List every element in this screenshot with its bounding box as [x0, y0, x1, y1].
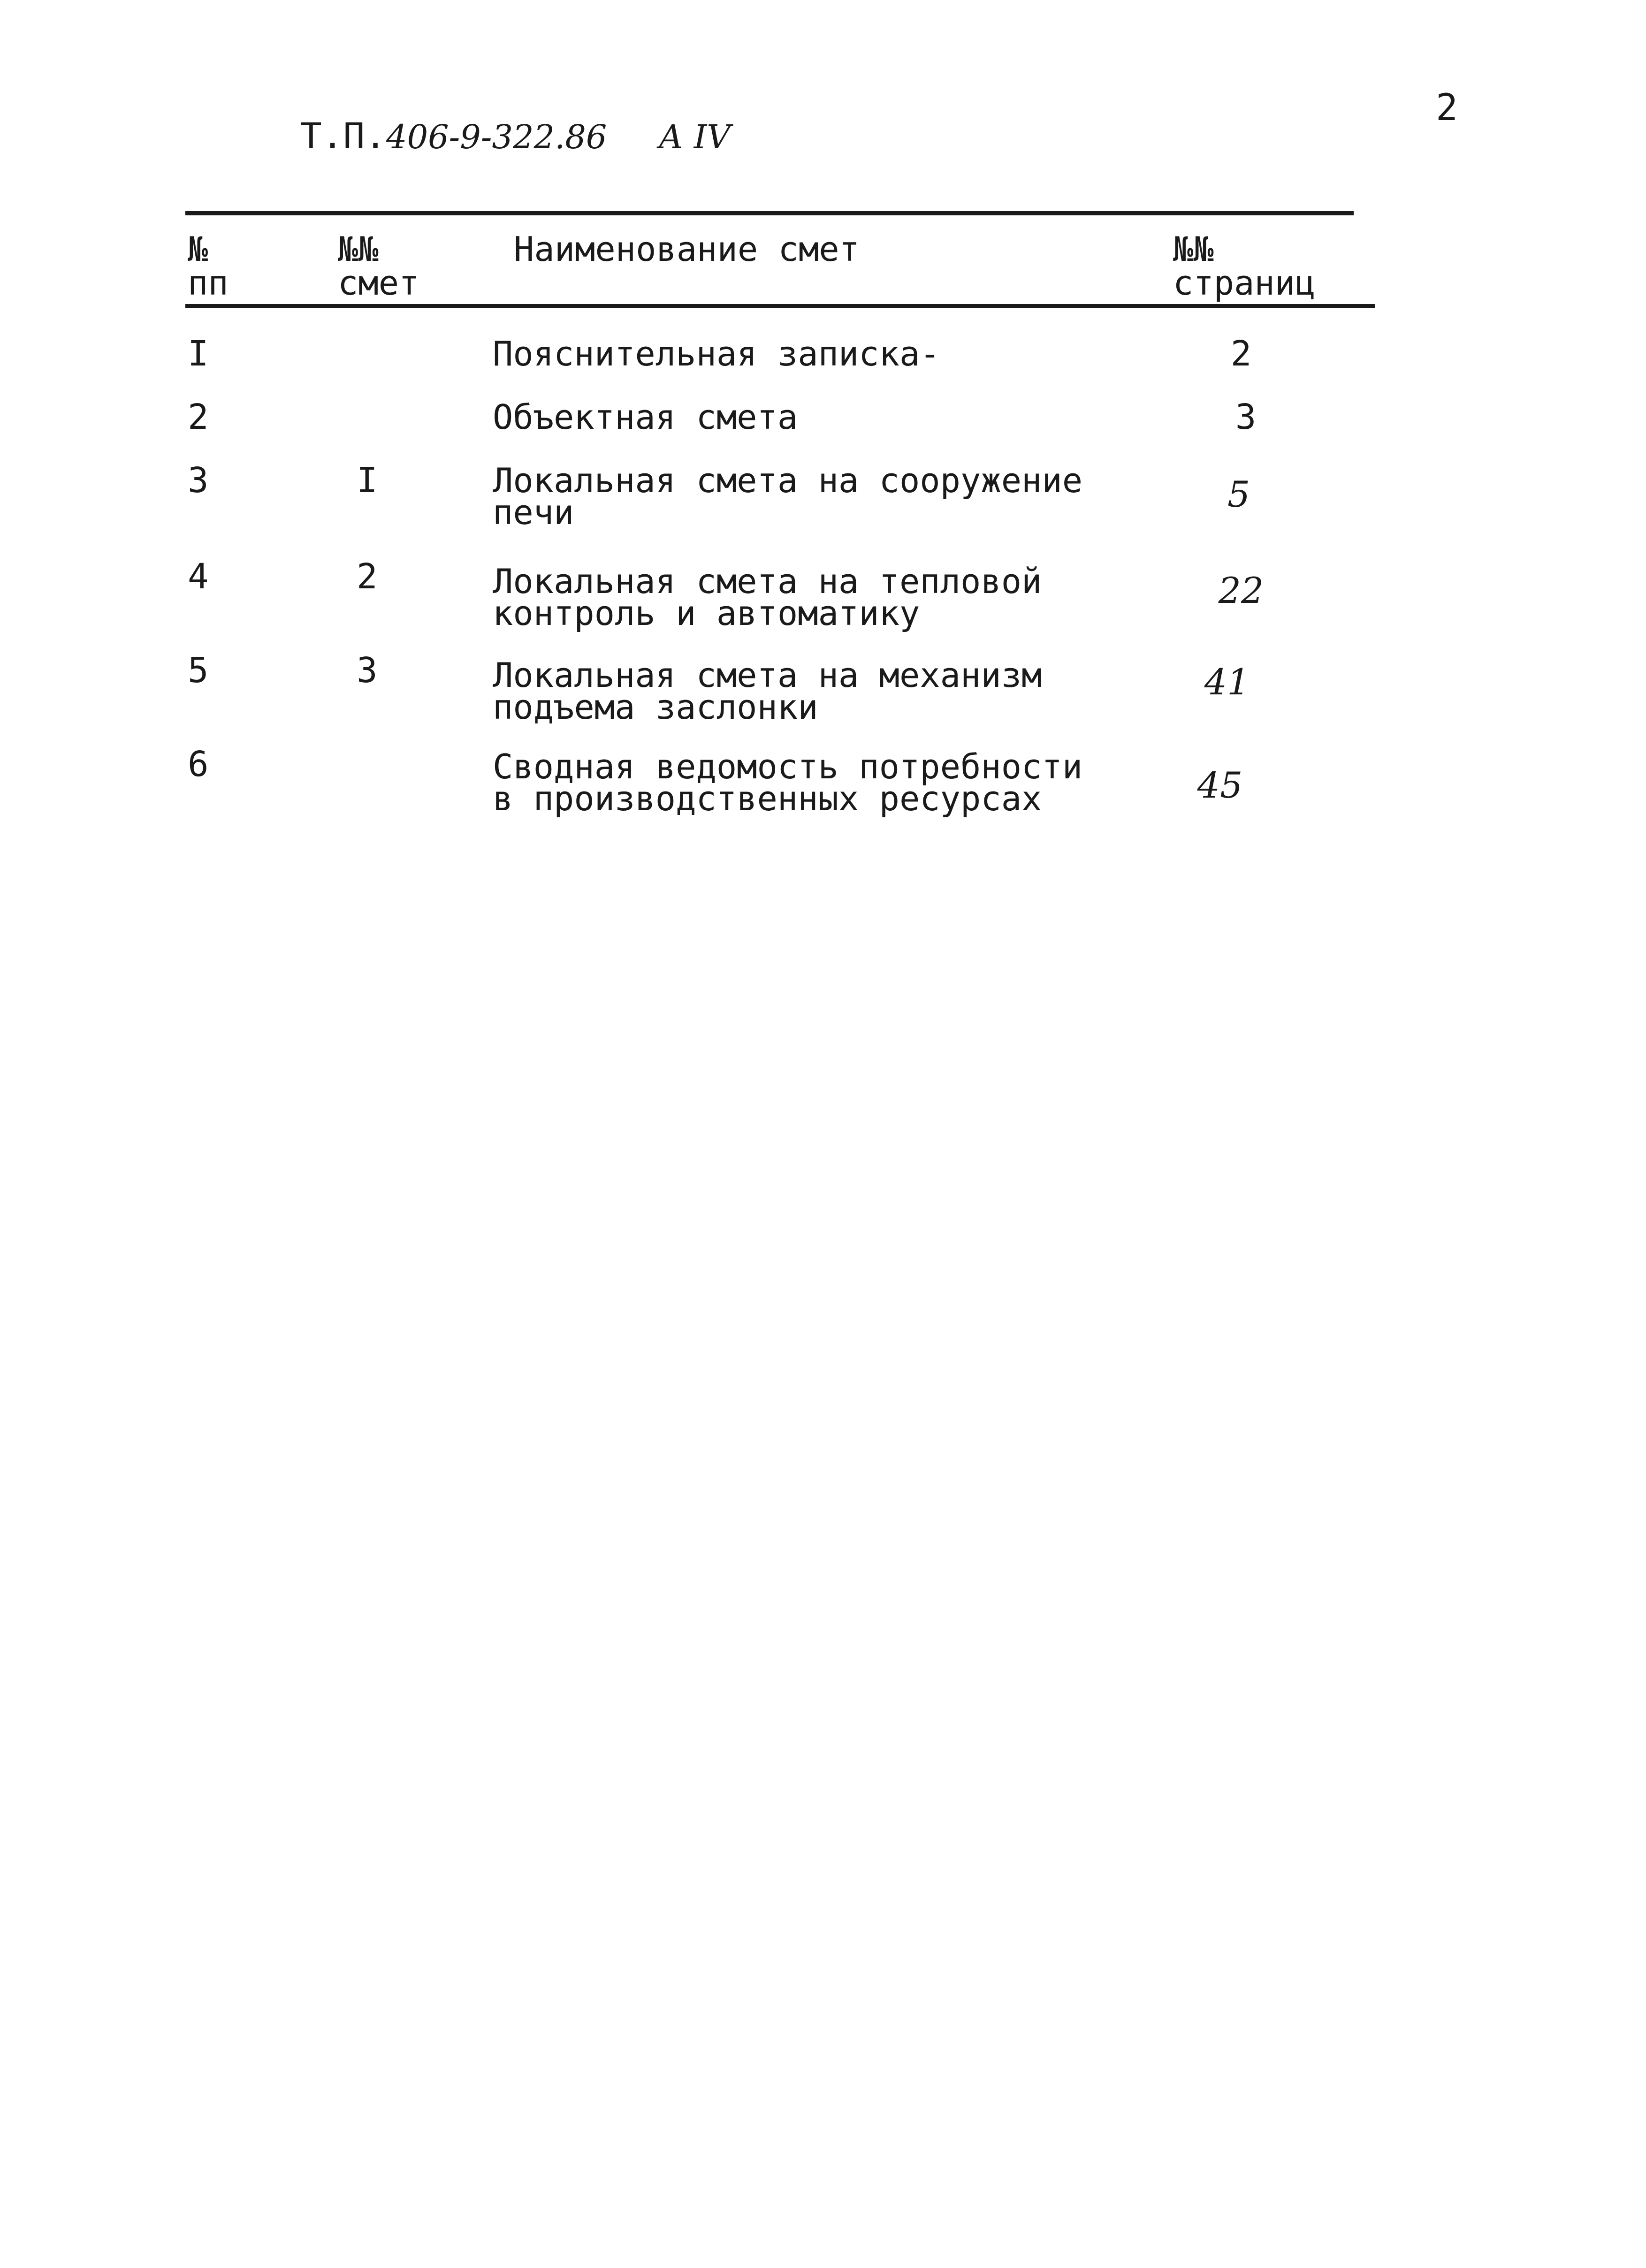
row-num: 3: [188, 460, 209, 501]
document-volume: А IV: [658, 118, 731, 156]
header-pages-line2: страниц: [1173, 263, 1316, 303]
table-header-rule: [185, 304, 1375, 308]
row-title-line2: печи: [493, 493, 574, 532]
row-title-line1: Локальная смета на сооружение: [493, 461, 1083, 500]
header-pages: [1173, 229, 1316, 303]
row-page: 5: [1227, 473, 1250, 515]
header-num-line1: №: [188, 229, 208, 269]
table-top-rule: [185, 211, 1354, 215]
row-page: 45: [1197, 764, 1243, 806]
row-estimate: 3: [357, 650, 378, 691]
header-pages-line1: №№: [1173, 229, 1214, 269]
row-page: 22: [1218, 570, 1264, 611]
row-title-line2: подъема заслонки: [493, 687, 818, 727]
row-title-line1: Локальная смета на механизм: [493, 655, 1042, 695]
row-num: 5: [188, 650, 209, 691]
document-code-printed: Т.П.: [300, 115, 387, 157]
row-estimate: I: [357, 460, 378, 501]
row-title-line1: Сводная ведомость потребности: [493, 747, 1083, 786]
document-code: [300, 115, 731, 157]
row-title-line1: Объектная смета: [493, 397, 798, 437]
row-title-line1: Локальная смета на тепловой: [493, 562, 1042, 601]
row-num: 2: [188, 397, 209, 437]
row-estimate: 2: [357, 556, 378, 597]
header-estimate-num-line1: №№: [338, 229, 379, 269]
row-title-line2: контроль и автоматику: [493, 594, 920, 633]
row-page: 3: [1235, 397, 1257, 437]
row-title-line1: Пояснительная записка-: [493, 334, 940, 373]
document-code-handwritten: 406-9-322.86: [386, 118, 607, 156]
header-num: [188, 229, 229, 303]
header-name: [514, 229, 860, 269]
row-title-line2: в производственных ресурсах: [493, 779, 1042, 818]
header-num-line2: пп: [188, 263, 229, 303]
row-page: 2: [1230, 334, 1252, 374]
header-name-line1: Наименование смет: [514, 229, 860, 269]
header-estimate-num-line2: смет: [338, 263, 419, 303]
row-page: 41: [1204, 661, 1250, 703]
row-num: 4: [188, 556, 209, 597]
page-number: 2: [1436, 87, 1458, 129]
header-estimate-num: [338, 229, 419, 303]
row-num: 6: [188, 744, 209, 784]
row-num: I: [188, 334, 209, 374]
